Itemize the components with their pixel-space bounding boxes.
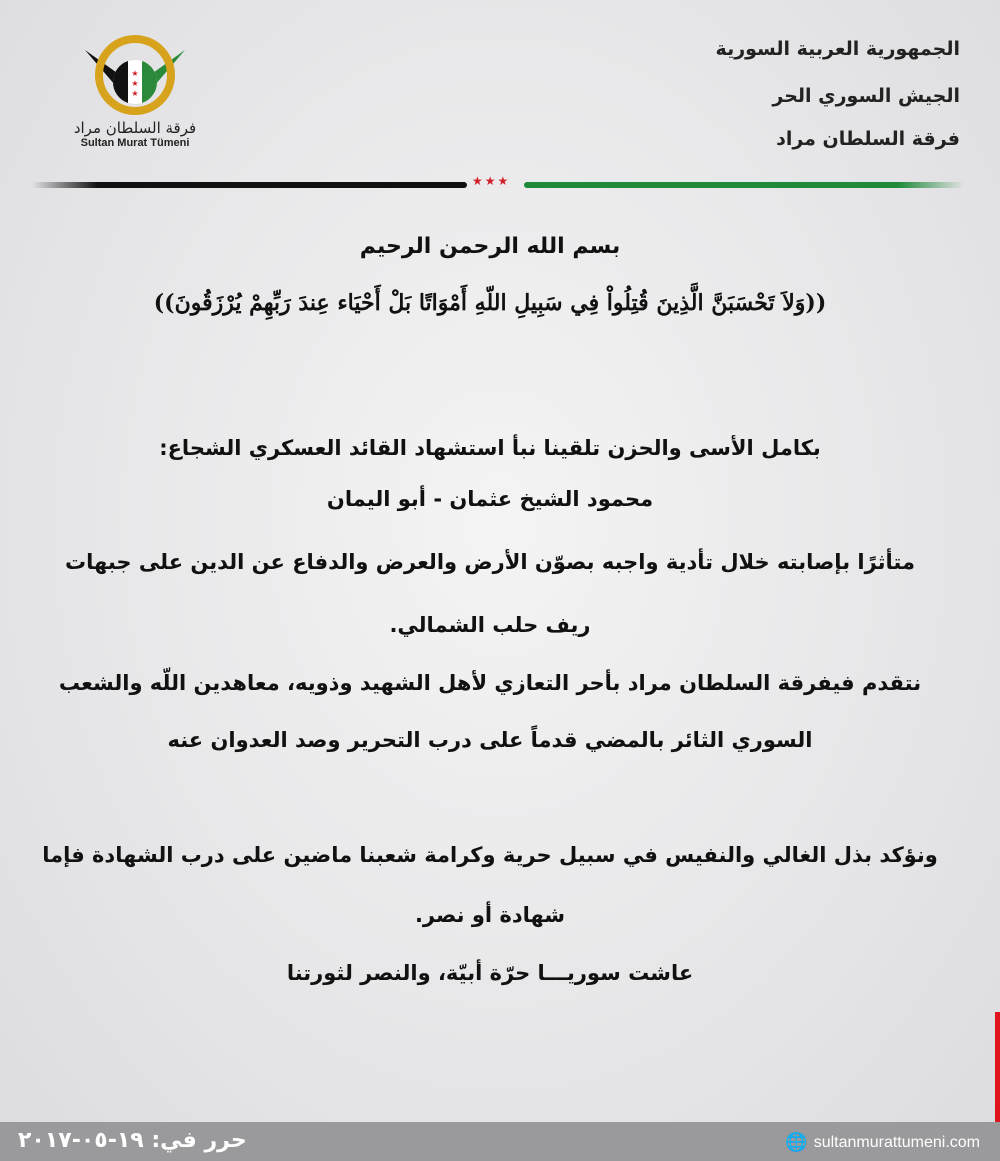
- basmala: بسم الله الرحمن الرحيم: [359, 234, 621, 259]
- logo-arabic-name: فرقة السلطان مراد: [73, 119, 197, 137]
- logo: [60, 30, 210, 149]
- globe-icon: 🌐: [785, 1132, 808, 1152]
- header-division: فرقة السلطان مراد: [776, 128, 960, 150]
- website-url[interactable]: sultanmurattumeni.com: [813, 1133, 980, 1151]
- issue-date: حرر في: ١٩-٠٥-٢٠١٧: [18, 1128, 247, 1153]
- martyr-name: محمود الشيخ عثمان - أبو اليمان: [326, 487, 654, 511]
- paragraph-line: شهادة أو نصر.: [414, 903, 566, 927]
- paragraph-line: نتقدم فيفرقة السلطان مراد بأحر التعازي لأهل الشهيد وذويه، معاهدين اللّه والشعب: [58, 671, 922, 695]
- stars-icon: ★★★: [472, 174, 511, 188]
- svg-text:★: ★: [131, 89, 139, 98]
- closing-slogan: عاشت سوريـــا حرّة أبيّة، والنصر لثورتنا: [286, 961, 694, 985]
- svg-text:★: ★: [131, 79, 139, 88]
- flag-divider: [32, 174, 964, 188]
- footer: [0, 1122, 1000, 1161]
- paragraph-line: متأثرًا بإصابته خلال تأدية واجبه بصوّن الأرض والعرض والدفاع عن الدين على جبهات: [65, 550, 915, 574]
- paragraph-line: ونؤكد بذل الغالي والنفيس في سبيل حرية وكرامة شعبنا ماضين على درب الشهادة فإما: [42, 843, 938, 867]
- header-country: الجمهورية العربية السورية: [715, 38, 960, 60]
- quran-verse: ((وَلاَ تَحْسَبَنَّ الَّذِينَ قُتِلُواْ فِي سَبِيلِ اللّهِ أَمْوَاتًا بَلْ أَحْيَاء عِندَ رَبِّهِمْ يُرْزَقُونَ)): [153, 290, 827, 316]
- emblem-icon: [80, 30, 190, 115]
- paragraph-line: ريف حلب الشمالي.: [389, 613, 591, 637]
- paragraph-line: السوري الثائر بالمضي قدماً على درب التحرير وصد العدوان عنه: [167, 728, 813, 752]
- website[interactable]: [785, 1132, 980, 1153]
- paragraph-line: بكامل الأسى والحزن تلقينا نبأ استشهاد القائد العسكري الشجاع:: [159, 436, 821, 460]
- header-army: الجيش السوري الحر: [772, 85, 960, 107]
- logo-english-name: Sultan Murat Tümeni: [80, 137, 190, 149]
- svg-text:★: ★: [131, 69, 139, 78]
